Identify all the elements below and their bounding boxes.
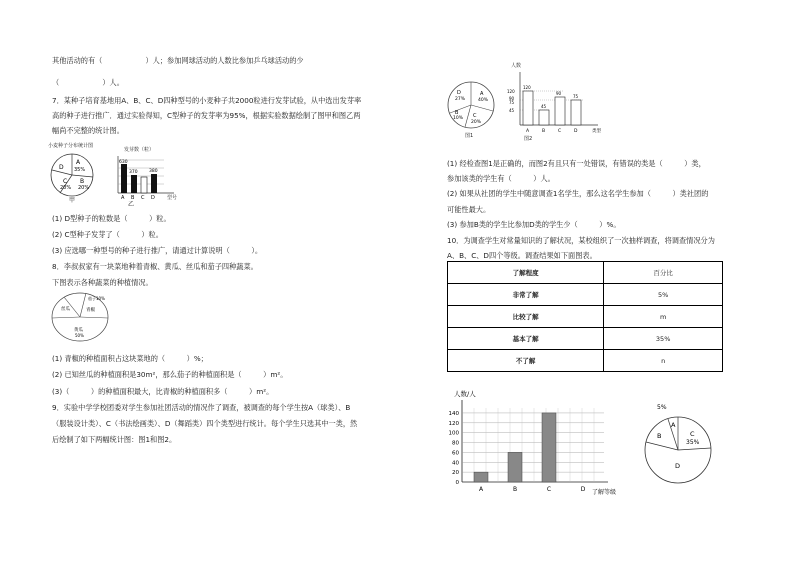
q8-line-1: 8．李叔叔家有一块菜地种着青椒、黄瓜、丝瓜和茄子四种蔬菜。 — [52, 262, 258, 271]
q10-pie-label-a: A — [671, 421, 676, 429]
svg-text:A: A — [121, 195, 125, 201]
fig9-bar-caption: 图2 — [524, 136, 533, 142]
svg-text:D: D — [151, 195, 155, 201]
fig7-pie-label-c: C — [63, 178, 68, 185]
q10-ytick-label: 140 — [448, 410, 459, 417]
q10-bar-xlabel: 了解等级 — [592, 489, 617, 496]
q10-bar-c — [542, 413, 556, 482]
fig9-cat-b: B — [542, 129, 546, 134]
fig9-cat-a: A — [526, 129, 530, 134]
table-cell: n — [604, 350, 723, 372]
table-header-row — [448, 262, 723, 284]
table-row — [448, 306, 723, 328]
fig9-bar-d — [571, 100, 581, 125]
q10-bar-chart — [440, 390, 620, 500]
table-cell: 5% — [604, 284, 723, 306]
fig7-pie-label-b-pct: 20% — [78, 185, 90, 191]
fig7-bar-c — [141, 177, 147, 193]
fig9-bar-val-c: 90 — [556, 91, 562, 96]
q9-line-2: （服装设计类）、C（书法绘画类）、D（舞蹈类）四个类型进行统计。每个学生只选其中一类，然 — [52, 419, 358, 428]
q9-sub-2b: 可能性最大。 — [447, 205, 491, 214]
fig9-bar-val-d: 75 — [573, 94, 579, 99]
fig9-ytick-45: 45 — [509, 108, 515, 113]
fig9-pie-chart — [447, 80, 499, 132]
fig9-bar-a — [523, 91, 533, 125]
q9-sub-1: (1) 经检查图1是正确的，而图2有且只有一处错误，有错误的类是（ ）类， — [447, 159, 706, 168]
q10-table — [447, 261, 723, 372]
fig9-pie-label-b-pct: 10% — [453, 116, 464, 121]
fig9-ytick-90: 90 — [509, 96, 515, 101]
fig9-pie-label-d: D — [457, 90, 461, 96]
fig9-bar-ylabel: 人数 — [511, 63, 522, 69]
fig9-pie-label-b: B — [455, 110, 459, 116]
q10-category-label: D — [580, 486, 586, 493]
q7-sub-3: (3) 应选哪一种型号的种子进行推广，请通过计算说明（ ）。 — [52, 246, 263, 255]
q10-category-label: C — [546, 486, 552, 493]
fig9-pie-caption: 图1 — [465, 133, 474, 139]
svg-text:C: C — [141, 195, 145, 201]
fig7-pie-label-a: A — [76, 159, 81, 166]
fig7-bar-val-a: 630 — [119, 160, 128, 165]
fig9-cat-d: D — [574, 129, 578, 134]
q7-line-2: 高的种子进行推广．通过实验得知，C型种子的发芽率为95%，根据实验数据绘制了图甲和图乙两 — [52, 111, 361, 120]
q8-sub-2: (2) 已知丝瓜的种植面积是30m²，那么茄子的种植面积是（ ）m²。 — [52, 370, 288, 379]
fig7-bar-a — [121, 164, 127, 193]
fig7-bar-val-d: 380 — [149, 169, 158, 174]
table-cell: 35% — [604, 328, 723, 350]
left-line-1: 其他活动的有（ ）人；参加网球活动的人数比参加乒乓球活动的少 — [52, 56, 304, 65]
q9-sub-1b: 参加该类的学生有（ ）人。 — [447, 174, 555, 183]
q8-sub-3: (3)（ ）的种植面积最大，比青椒的种植面积多（ ）m²。 — [52, 387, 274, 396]
svg-text:B: B — [131, 195, 135, 201]
table-cell: m — [604, 306, 723, 328]
fig7-pie-caption: 甲 — [69, 197, 76, 204]
fig7-pie-label-c-pct: 20% — [60, 185, 72, 191]
q10-pie-label-c: C — [690, 430, 695, 438]
q10-ytick-label: 120 — [448, 420, 459, 427]
fig9-bar-val-b: 45 — [541, 104, 547, 109]
fig9-bar-c — [555, 97, 565, 125]
table-row — [448, 350, 723, 372]
q10-category-label: A — [478, 486, 484, 493]
fig8-pie-label-cucumber: 黄瓜 — [74, 328, 83, 333]
fig7-bar-title: 发芽数（粒） — [124, 147, 155, 153]
fig9-ytick-75: 75 — [509, 100, 515, 105]
fig8-pie-chart — [50, 291, 120, 347]
q10-line-1: 10．为调查学生对常量知识的了解状况，某校组织了一次抽样调查，将调查情况分为 — [447, 236, 715, 245]
table-cell: 非常了解 — [448, 284, 604, 306]
table-row — [448, 328, 723, 350]
fig7-pie-label-a-pct: 35% — [74, 167, 86, 173]
fig7-pie-chart — [48, 152, 98, 202]
fig7-chart-title: 小麦种子分布统计图 — [48, 143, 94, 149]
fig7-pie-label-d: D — [59, 164, 64, 171]
q8-sub-1: (1) 青椒的种植面积占这块菜地的（ ）%； — [52, 354, 208, 363]
q10-pie-label-c-pct: 35% — [686, 439, 700, 446]
q7-sub-2: (2) C型种子发芽了（ ）粒。 — [52, 230, 163, 239]
q9-line-3: 后绘制了如下两幅统计图：图1和图2。 — [52, 435, 177, 444]
fig7-bar-val-b: 370 — [129, 170, 138, 175]
q10-bar-ylabel: 人数/人 — [454, 390, 476, 398]
fig7-bar-d — [151, 174, 157, 193]
q10-pie-label-a-pct: 5% — [657, 404, 667, 411]
q10-ytick-label: 20 — [452, 470, 459, 477]
left-line-2: （ ）人。 — [52, 78, 124, 87]
q10-category-label: B — [512, 486, 518, 493]
fig8-pie-label-cucumber-pct: 50% — [75, 333, 84, 338]
fig7-bar-caption: 乙 — [128, 201, 135, 208]
q10-ytick-label: 80 — [452, 440, 459, 447]
fig9-ytick-120: 120 — [507, 89, 515, 94]
q7-sub-1: (1) D型种子的粒数是（ ）粒。 — [52, 214, 171, 223]
fig9-pie-label-a: A — [480, 91, 484, 97]
fig8-pie-label-luffa: 丝瓜 — [61, 307, 70, 312]
fig7-bar-axis-label: 型号 — [167, 195, 178, 201]
q9-sub-2: (2) 如果从社团的学生中随意调查1名学生，那么这名学生参加（ ）类社团的 — [447, 189, 709, 198]
fig8-pie-label-pepper: 青椒 — [86, 308, 95, 313]
q7-line-3: 幅尚不完整的统计图。 — [52, 126, 124, 135]
table-cell: 比较了解 — [448, 306, 604, 328]
q10-pie-label-d: D — [675, 462, 681, 470]
table-cell: 不了解 — [448, 350, 604, 372]
fig9-pie-label-c: C — [473, 113, 477, 119]
q8-line-2: 下图表示各种蔬菜的种植情况。 — [52, 278, 153, 287]
fig9-pie-label-d-pct: 27% — [455, 97, 466, 102]
fig7-pie-label-b: B — [80, 178, 85, 185]
table-row — [448, 284, 723, 306]
fig9-bar-chart — [506, 70, 606, 134]
fig9-bar-axis: 类型 — [592, 129, 601, 134]
fig7-bar-b — [131, 175, 137, 193]
q10-line-2: A、B、C、D四个等级。调查结果如下面图表。 — [447, 251, 597, 260]
table-header-cell: 百分比 — [604, 262, 723, 284]
table-cell: 基本了解 — [448, 328, 604, 350]
q10-pie-label-b: B — [657, 432, 662, 440]
fig9-bar-val-a: 120 — [523, 85, 531, 90]
q9-sub-3: (3) 参加B类的学生比参加D类的学生少（ ）%。 — [447, 220, 621, 229]
q7-line-1: 7．某种子培育基地用A、B、C、D四种型号的小麦种子共2000粒进行发芽试验，从中选出发芽率 — [52, 96, 362, 105]
q10-pie-chart — [640, 400, 720, 480]
fig9-pie-label-c-pct: 20% — [471, 120, 482, 125]
table-header-cell: 了解程度 — [448, 262, 604, 284]
fig9-bar-b — [539, 110, 549, 125]
q9-line-1: 9．实验中学学校团委对学生参加社团活动的情况作了调查，被调查的每个学生按A（球类）、B — [52, 403, 351, 412]
q10-ytick-label: 0 — [455, 480, 459, 486]
q10-bar-b — [508, 452, 522, 482]
fig9-pie-label-a-pct: 40% — [478, 98, 489, 103]
q10-bar-a — [474, 472, 488, 482]
fig8-pie-label-eggplant: 茄子10% — [88, 296, 105, 301]
q10-ytick-label: 100 — [448, 430, 459, 437]
q10-ytick-label: 60 — [452, 450, 459, 457]
fig9-cat-c: C — [558, 129, 562, 134]
q10-ytick-label: 40 — [452, 460, 459, 467]
